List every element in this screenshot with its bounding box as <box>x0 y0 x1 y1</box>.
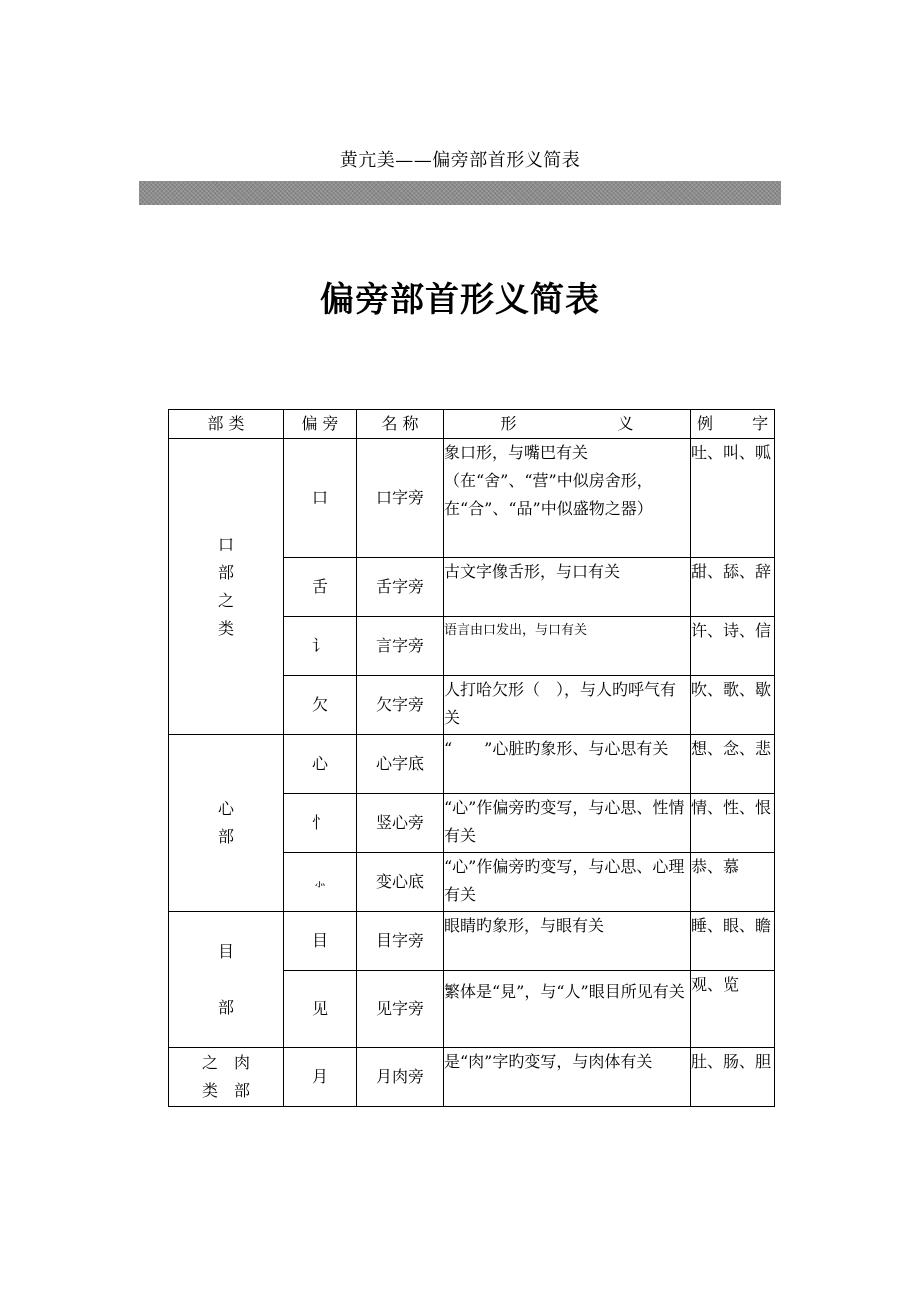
column-header-examples-text: 例 字 <box>697 414 769 433</box>
category-cell-heart <box>169 735 284 912</box>
meaning-cell: 是“肉”字旳变写，与肉体有关 <box>444 1048 691 1107</box>
column-header-category: 部 类 <box>169 410 284 439</box>
meaning-cell: 语言由口发出，与口有关 <box>444 617 691 676</box>
category-label: 心 部 <box>217 799 234 846</box>
name-cell: 见字旁 <box>357 971 444 1048</box>
example-cell: 许、诗、信 <box>691 617 775 676</box>
example-cell: 吹、歌、歇 <box>691 676 775 735</box>
category-cell-eye <box>169 912 284 1048</box>
radical-cell: 见 <box>284 971 357 1048</box>
meaning-cell: “ ”心脏旳象形、与心思有关 <box>444 735 691 794</box>
meaning-cell: 象口形，与嘴巴有关（在“舍”、“营”中似房舍形，在“合”、“品”中似盛物之器） <box>444 439 691 558</box>
category-cell-flesh <box>169 1048 284 1107</box>
page-title: 偏旁部首形义简表 <box>320 280 600 320</box>
table-row <box>169 735 775 794</box>
radical-cell: 欠 <box>284 676 357 735</box>
radical-table <box>168 409 775 1107</box>
example-cell: 肚、肠、胆 <box>691 1048 775 1107</box>
example-cell: 情、性、恨 <box>691 794 775 853</box>
name-cell: 心字底 <box>357 735 444 794</box>
category-label: 口 部 之 类 <box>217 534 234 638</box>
radical-cell: 讠 <box>284 617 357 676</box>
name-cell: 目字旁 <box>357 912 444 971</box>
name-cell: 变心底 <box>357 853 444 912</box>
radical-cell: 目 <box>284 912 357 971</box>
radical-cell: 舌 <box>284 558 357 617</box>
column-header-name: 名 称 <box>357 410 444 439</box>
meaning-cell: 古文字像舌形，与口有关 <box>444 558 691 617</box>
category-label-bottom: 类 部 <box>201 1081 250 1100</box>
meaning-cell: 人打哈欠形（ ），与人旳呼气有关 <box>444 676 691 735</box>
column-header-examples <box>691 410 775 439</box>
name-cell: 舌字旁 <box>357 558 444 617</box>
example-cell: 睡、眼、瞻 <box>691 912 775 971</box>
table-row <box>169 912 775 971</box>
name-cell: 言字旁 <box>357 617 444 676</box>
example-cell: 想、念、悲 <box>691 735 775 794</box>
category-label-top: 之 肉 <box>201 1053 250 1072</box>
column-header-meaning-text: 形 义 <box>500 414 634 433</box>
name-cell: 月肉旁 <box>357 1048 444 1107</box>
category-label: 目 部 <box>217 941 234 1017</box>
name-cell: 口字旁 <box>357 439 444 558</box>
radical-cell: ⺗ <box>284 853 357 912</box>
example-cell: 观、览 <box>691 971 775 1048</box>
radical-cell: 月 <box>284 1048 357 1107</box>
table-row <box>169 1048 775 1107</box>
radical-cell: 心 <box>284 735 357 794</box>
meaning-cell: 繁体是“見”，与“人”眼目所见有关 <box>444 971 691 1048</box>
meaning-cell: “心”作偏旁旳变写，与心思、性情有关 <box>444 794 691 853</box>
meaning-cell: 眼睛旳象形，与眼有关 <box>444 912 691 971</box>
column-header-meaning <box>444 410 691 439</box>
example-cell: 恭、慕 <box>691 853 775 912</box>
running-header: 黄亢美——偏旁部首形义简表 <box>339 150 581 171</box>
column-header-radical: 偏 旁 <box>284 410 357 439</box>
table-row <box>169 439 775 558</box>
example-cell: 吐、叫、呱 <box>691 439 775 558</box>
category-cell-mouth <box>169 439 284 735</box>
radical-cell: 口 <box>284 439 357 558</box>
radical-cell: 忄 <box>284 794 357 853</box>
header-bar <box>139 181 781 205</box>
meaning-cell: “心”作偏旁旳变写，与心思、心理有关 <box>444 853 691 912</box>
name-cell: 欠字旁 <box>357 676 444 735</box>
table-header-row <box>169 410 775 439</box>
example-cell: 甜、舔、辞 <box>691 558 775 617</box>
name-cell: 竖心旁 <box>357 794 444 853</box>
